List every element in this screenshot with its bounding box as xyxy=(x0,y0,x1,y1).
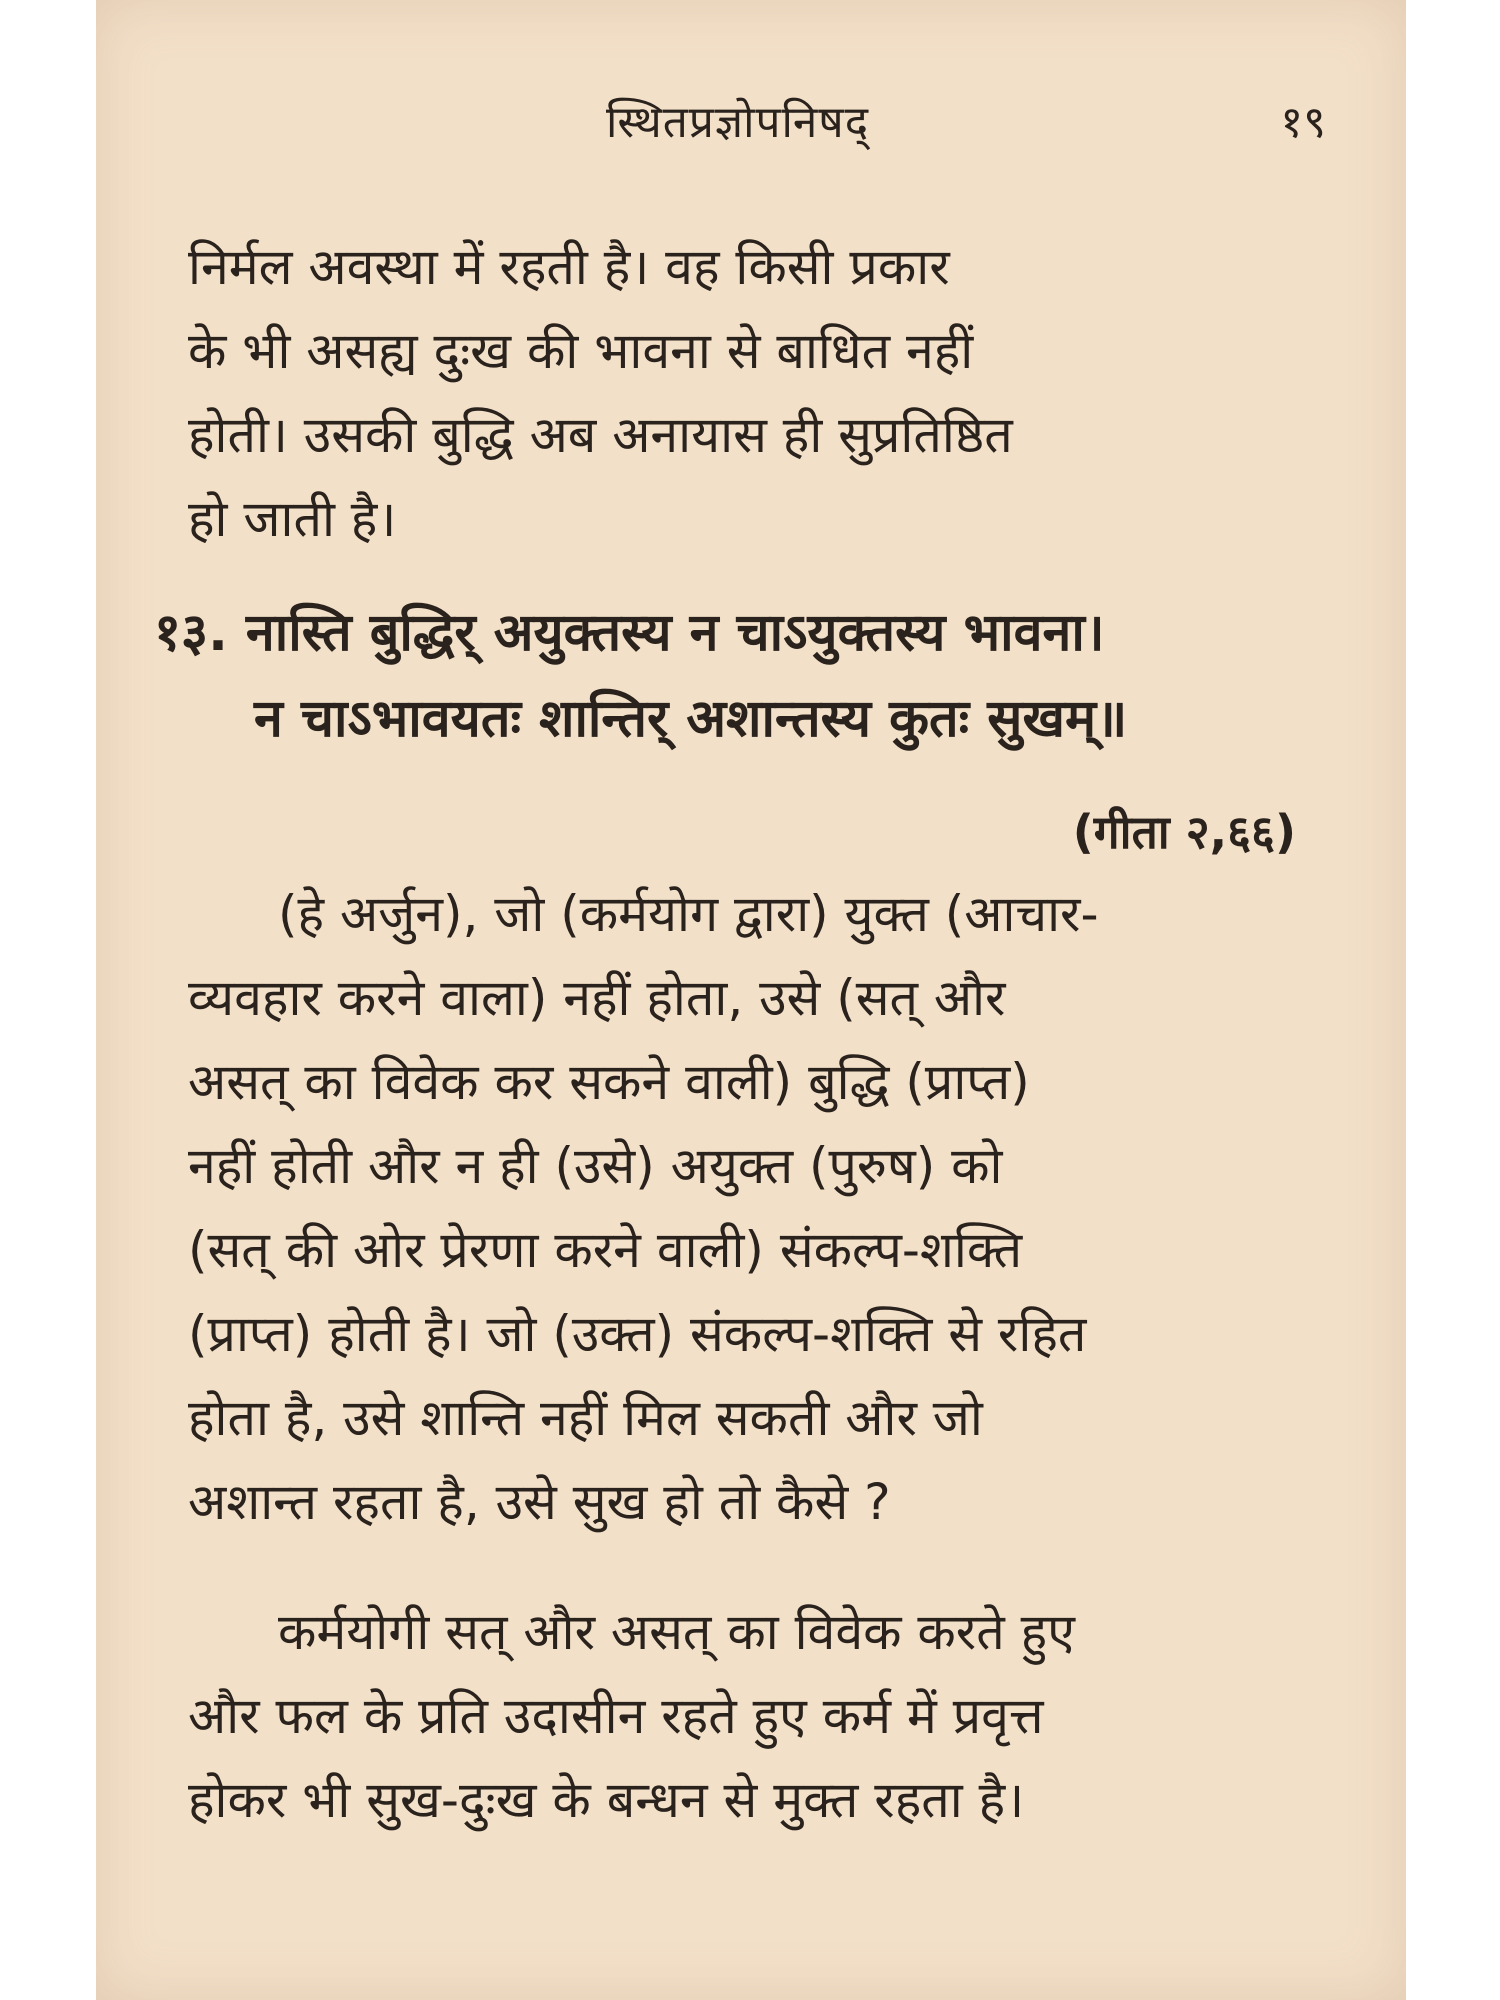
text-line: (प्राप्त) होती है। जो (उक्त) संकल्प-शक्ति से रहित xyxy=(188,1305,1087,1363)
text-line: हो जाती है। xyxy=(188,490,397,548)
verse-line-1: १३. नास्ति बुद्धिर् अयुक्तस्य न चाऽयुक्तस्य भावना। xyxy=(154,603,1105,663)
page-number: १९ xyxy=(1280,97,1326,148)
book-page xyxy=(96,0,1406,2000)
text-line: होकर भी सुख-दुःख के बन्धन से मुक्त रहता है। xyxy=(188,1771,1025,1829)
text-line: व्यवहार करने वाला) नहीं होता, उसे (सत् और xyxy=(188,969,1006,1027)
text-line: (सत् की ओर प्रेरणा करने वाली) संकल्प-शक्ति xyxy=(188,1221,1023,1279)
text-line: (हे अर्जुन), जो (कर्मयोग द्वारा) युक्त (आचार- xyxy=(278,885,1099,943)
running-title: स्थितप्रज्ञोपनिषद् xyxy=(606,97,870,148)
verse-citation: (गीता २,६६) xyxy=(1072,805,1296,859)
text-line: होता है, उसे शान्ति नहीं मिल सकती और जो xyxy=(188,1389,983,1447)
text-line: होती। उसकी बुद्धि अब अनायास ही सुप्रतिष्ठित xyxy=(188,406,1013,464)
text-line: असत् का विवेक कर सकने वाली) बुद्धि (प्राप्त) xyxy=(188,1053,1030,1111)
paragraph-continuation xyxy=(188,225,1328,561)
text-line: कर्मयोगी सत् और असत् का विवेक करते हुए xyxy=(278,1603,1075,1661)
text-line: निर्मल अवस्था में रहती है। वह किसी प्रकार xyxy=(188,238,950,296)
text-line: और फल के प्रति उदासीन रहते हुए कर्म में प्रवृत्त xyxy=(188,1687,1044,1745)
text-line: के भी असह्य दुःख की भावना से बाधित नहीं xyxy=(188,322,974,380)
text-line: नहीं होती और न ही (उसे) अयुक्त (पुरुष) को xyxy=(188,1137,1003,1195)
page-header xyxy=(96,90,1406,150)
text-line: अशान्त रहता है, उसे सुख हो तो कैसे ? xyxy=(188,1473,891,1531)
sanskrit-verse xyxy=(154,590,1354,762)
paragraph-translation xyxy=(188,872,1328,1544)
verse-line-2: न चाऽभावयतः शान्तिर् अशान्तस्य कुतः सुखम्॥ xyxy=(254,689,1128,749)
paragraph-commentary xyxy=(188,1590,1328,1842)
